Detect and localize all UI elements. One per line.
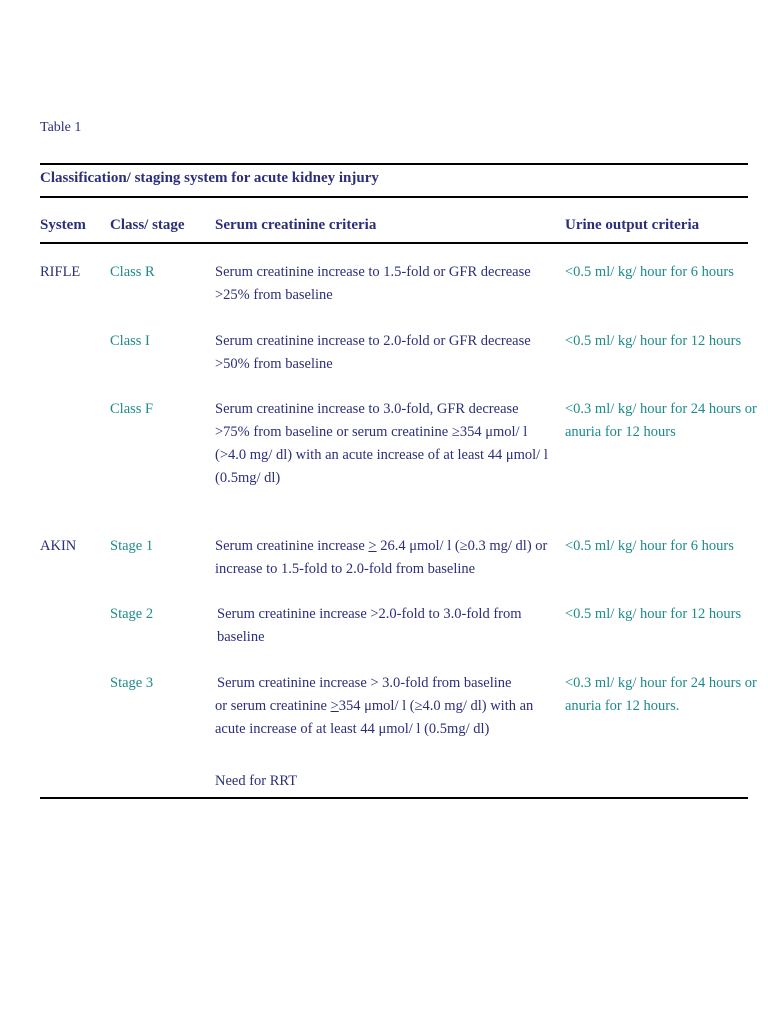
gte-symbol: > bbox=[330, 698, 339, 714]
serum-line: >75% from baseline or serum creatinine ≥354 μmol/ l bbox=[215, 424, 528, 440]
class-i-serum bbox=[215, 330, 531, 376]
class-i-urine bbox=[565, 330, 741, 353]
stage-3-serum-line1: Serum creatinine increase > 3.0-fold from baseline bbox=[217, 675, 512, 691]
serum-line: Serum creatinine increase to 2.0-fold or GFR decrease bbox=[215, 333, 531, 349]
urine-line: <0.3 ml/ kg/ hour for 24 hours or bbox=[565, 401, 757, 417]
stage-3-serum-line2 bbox=[215, 695, 533, 718]
gte-symbol: > bbox=[368, 538, 377, 554]
stage-2-serum bbox=[217, 603, 522, 649]
caption-rule bbox=[40, 196, 748, 198]
serum-line: (0.5mg/ dl) bbox=[215, 470, 281, 486]
system-akin: AKIN bbox=[40, 538, 77, 554]
serum-line: Serum creatinine increase to 1.5-fold or GFR decrease bbox=[215, 264, 531, 280]
stage-3-label: Stage 3 bbox=[110, 675, 154, 691]
serum-text: Serum creatinine increase bbox=[215, 538, 369, 554]
header-rule bbox=[40, 242, 748, 244]
class-r-serum bbox=[215, 261, 531, 307]
stage-3-urine bbox=[565, 672, 757, 718]
stage-3-serum-line3: acute increase of at least 44 μmol/ l (0.5mg/ dl) bbox=[215, 721, 490, 737]
stage-2-label: Stage 2 bbox=[110, 606, 154, 622]
serum-line: baseline bbox=[217, 629, 265, 645]
class-r-label: Class R bbox=[110, 264, 155, 280]
serum-line: increase to 1.5-fold to 2.0-fold from baseline bbox=[215, 561, 476, 577]
stage-2-urine bbox=[565, 603, 741, 626]
stage-1-urine bbox=[565, 535, 734, 558]
serum-line bbox=[215, 535, 547, 558]
bottom-rule bbox=[40, 797, 748, 799]
serum-line: (>4.0 mg/ dl) with an acute increase of at least 44 μmol/ l bbox=[215, 447, 548, 463]
stage-1-label: Stage 1 bbox=[110, 538, 154, 554]
need-for-rrt: Need for RRT bbox=[215, 773, 298, 789]
serum-line: Serum creatinine increase to 3.0-fold, GFR decrease bbox=[215, 401, 519, 417]
header-serum-criteria: Serum creatinine criteria bbox=[215, 217, 377, 233]
urine-line: anuria for 12 hours bbox=[565, 424, 676, 440]
serum-text: or serum creatinine bbox=[215, 698, 331, 714]
urine-line: <0.5 ml/ kg/ hour for 6 hours bbox=[565, 264, 734, 280]
class-r-urine bbox=[565, 261, 734, 284]
urine-line: <0.3 ml/ kg/ hour for 24 hours or bbox=[565, 675, 757, 691]
header-urine-criteria: Urine output criteria bbox=[565, 217, 700, 233]
class-i-label: Class I bbox=[110, 333, 150, 349]
class-f-urine bbox=[565, 398, 757, 444]
table-label: Table 1 bbox=[40, 120, 82, 135]
stage-1-serum bbox=[215, 535, 547, 581]
table-caption: Classification/ staging system for acute kidney injury bbox=[40, 170, 379, 186]
serum-text: 26.4 μmol/ l (≥0.3 mg/ dl) or bbox=[376, 538, 548, 554]
serum-line: Serum creatinine increase >2.0-fold to 3.0-fold from bbox=[217, 606, 522, 622]
urine-line: <0.5 ml/ kg/ hour for 6 hours bbox=[565, 538, 734, 554]
top-rule bbox=[40, 163, 748, 165]
header-class-stage: Class/ stage bbox=[110, 217, 185, 233]
urine-line: <0.5 ml/ kg/ hour for 12 hours bbox=[565, 333, 742, 349]
urine-line: anuria for 12 hours. bbox=[565, 698, 680, 714]
serum-line: >50% from baseline bbox=[215, 356, 333, 372]
serum-line: >25% from baseline bbox=[215, 287, 333, 303]
class-f-label: Class F bbox=[110, 401, 154, 417]
class-f-serum bbox=[215, 398, 548, 490]
urine-line: <0.5 ml/ kg/ hour for 12 hours bbox=[565, 606, 742, 622]
serum-text: 354 μmol/ l (≥4.0 mg/ dl) with an bbox=[338, 698, 534, 714]
system-rifle: RIFLE bbox=[40, 264, 81, 280]
header-system: System bbox=[40, 217, 86, 233]
